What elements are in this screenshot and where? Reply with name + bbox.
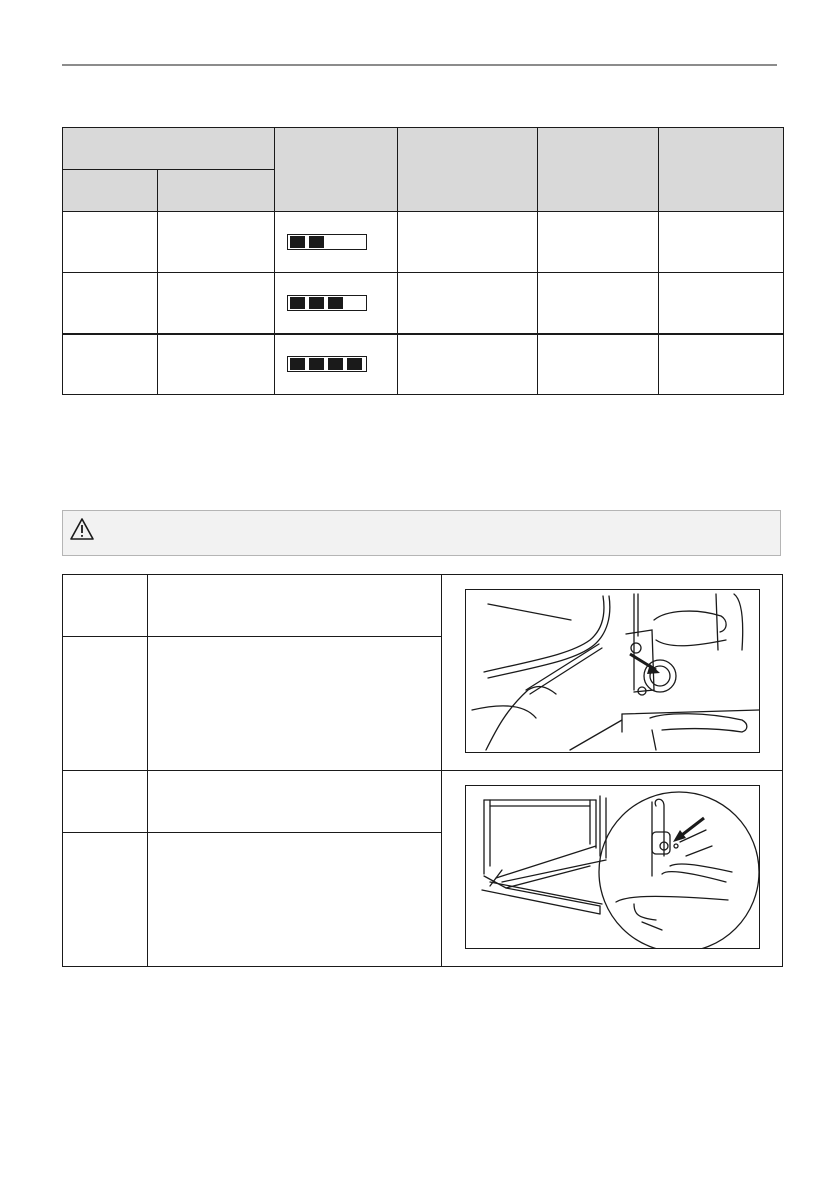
table-header-cell [275, 128, 398, 212]
table-subheader-cell [63, 170, 158, 212]
table-header-cell [538, 128, 659, 212]
table-row [63, 212, 784, 273]
level-square-filled [290, 236, 305, 248]
hinge-lever-illustration [465, 589, 760, 753]
table-header-cell [659, 128, 784, 212]
level-square-empty [347, 236, 362, 248]
illustration-drawing [466, 786, 759, 948]
illustration-drawing [466, 590, 759, 752]
table-row [63, 334, 784, 395]
table-header-cell [398, 128, 538, 212]
level-square-filled [328, 297, 343, 309]
level-square-filled [309, 236, 324, 248]
level-indicator [287, 295, 367, 311]
warning-triangle-icon [69, 517, 95, 541]
level-indicator [287, 356, 367, 372]
level-square-filled [347, 358, 362, 370]
level-square-filled [290, 358, 305, 370]
settings-table [62, 127, 784, 395]
level-square-filled [309, 297, 324, 309]
level-square-filled [309, 358, 324, 370]
level-square-filled [328, 358, 343, 370]
table-row [63, 273, 784, 334]
warning-box [62, 510, 781, 556]
table-header-group [63, 128, 275, 170]
level-square-empty [328, 236, 343, 248]
instruction-steps [62, 574, 783, 967]
table-subheader-cell [158, 170, 275, 212]
level-indicator [287, 234, 367, 250]
level-square-filled [290, 297, 305, 309]
hinge-detail-illustration [465, 785, 760, 949]
level-square-empty [347, 297, 362, 309]
header-rule [62, 64, 777, 66]
